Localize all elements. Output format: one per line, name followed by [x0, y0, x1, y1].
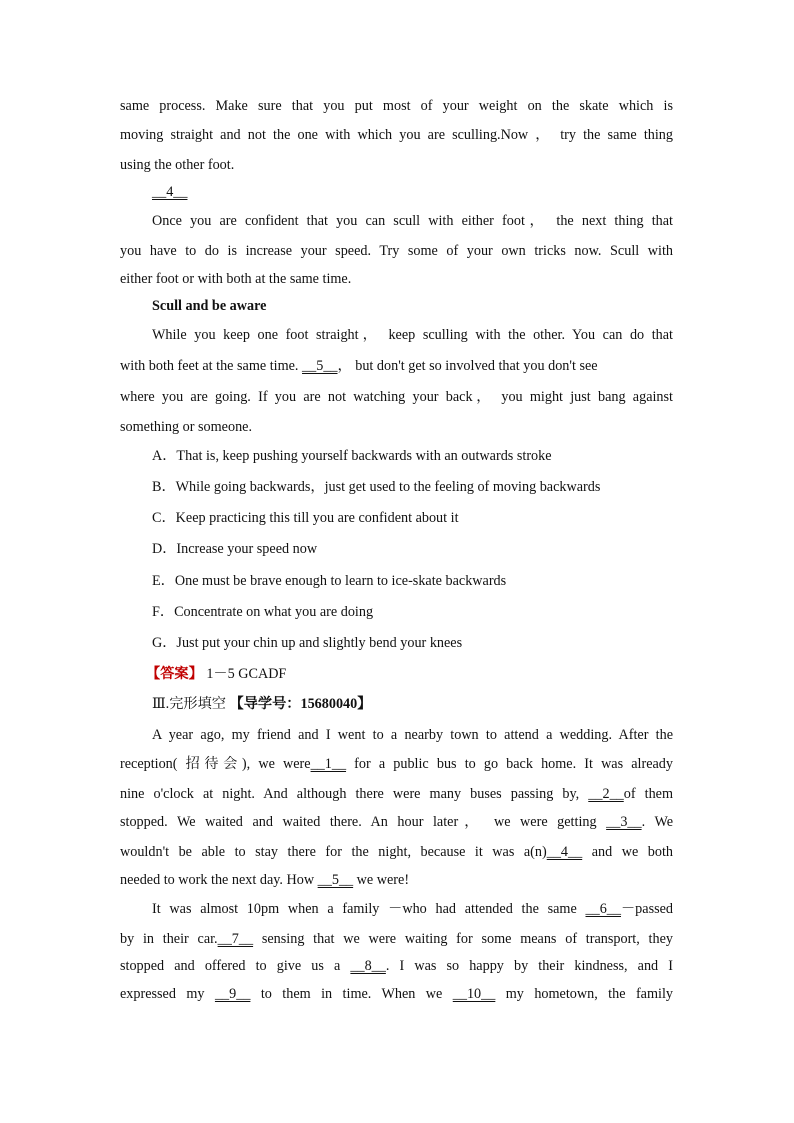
option-g: G．Just put your chin up and slightly bend your knees: [152, 635, 463, 651]
text-line: Once you are confident that you can scull with either foot， the next thing that: [152, 213, 673, 229]
answer-tag: 【答案】: [146, 666, 203, 682]
option-b: B．While going backwards，just get used to the feeling of moving backwards: [152, 479, 601, 495]
cloze-blank-1: __1__: [310, 756, 347, 772]
cloze-blank-10: __10__: [452, 986, 496, 1002]
cloze-blank-5: __5__: [317, 872, 354, 888]
text-line: wouldn't be able to stay there for the night, because it was a(n)__4__ and we both: [120, 844, 673, 860]
text-line: something or someone.: [120, 419, 253, 435]
cloze-blank-7: __7__: [217, 931, 254, 947]
text-line: expressed my __9__ to them in time. When we __10__ my hometown, the family: [120, 986, 673, 1002]
option-c: C．Keep practicing this till you are confident about it: [152, 510, 459, 526]
text-line: same process. Make sure that you put most of your weight on the skate which is: [120, 98, 673, 114]
text-line: either foot or with both at the same time.: [120, 271, 352, 287]
text-line: you have to do is increase your speed. Try some of your own tricks now. Scull with: [120, 243, 673, 259]
text-line: It was almost 10pm when a family －who had attended the same __6__－passed: [152, 901, 673, 917]
section-heading: Scull and be aware: [152, 298, 267, 314]
answer-line: [146, 664, 286, 684]
text-line: with both feet at the same time. __5__， but don't get so involved that you don't see: [120, 358, 598, 374]
guide-number: 【导学号：15680040】: [229, 696, 372, 712]
cloze-blank-2: __2__: [588, 786, 624, 802]
text-line: using the other foot.: [120, 157, 235, 173]
cloze-blank-6: __6__: [585, 901, 621, 917]
option-d: D．Increase your speed now: [152, 541, 318, 557]
text-line: A year ago, my friend and I went to a nearby town to attend a wedding. After the: [152, 727, 673, 743]
section-3-heading: [152, 694, 371, 714]
text-line: moving straight and not the one with which you are sculling.Now ， try the same thing: [120, 127, 673, 143]
cloze-blank-3: __3__: [606, 814, 642, 830]
section-title: Ⅲ.完形填空: [152, 696, 226, 712]
text-line: While you keep one foot straight， keep sculling with the other. You can do that: [152, 327, 673, 343]
text-line: reception( 招待会), we were__1__ for a public bus to go back home. It was already: [120, 756, 673, 772]
blank-4-marker: __4__: [152, 184, 188, 200]
answer-value: 1－5 GCADF: [202, 666, 287, 682]
text-line: by in their car.__7__ sensing that we were waiting for some means of transport, they: [120, 931, 673, 947]
text-line: stopped and offered to give us a __8__. I was so happy by their kindness, and I: [120, 958, 673, 974]
cloze-blank-4: __4__: [546, 844, 583, 860]
option-a: A．That is, keep pushing yourself backwards with an outwards stroke: [152, 448, 552, 464]
text-line: needed to work the next day. How __5__ we were!: [120, 872, 410, 888]
text-line: stopped. We waited and waited there. An hour later， we were getting __3__. We: [120, 814, 673, 830]
option-e: E．One must be brave enough to learn to ice-skate backwards: [152, 573, 507, 589]
cloze-blank-8: __8__: [350, 958, 386, 974]
option-f: F．Concentrate on what you are doing: [152, 604, 374, 620]
blank-5: __5__: [302, 358, 338, 374]
cloze-blank-9: __9__: [214, 986, 251, 1002]
text-line: where you are going. If you are not watching your back， you might just bang against: [120, 389, 673, 405]
text-line: nine o'clock at night. And although there were many buses passing by, __2__of them: [120, 786, 674, 802]
